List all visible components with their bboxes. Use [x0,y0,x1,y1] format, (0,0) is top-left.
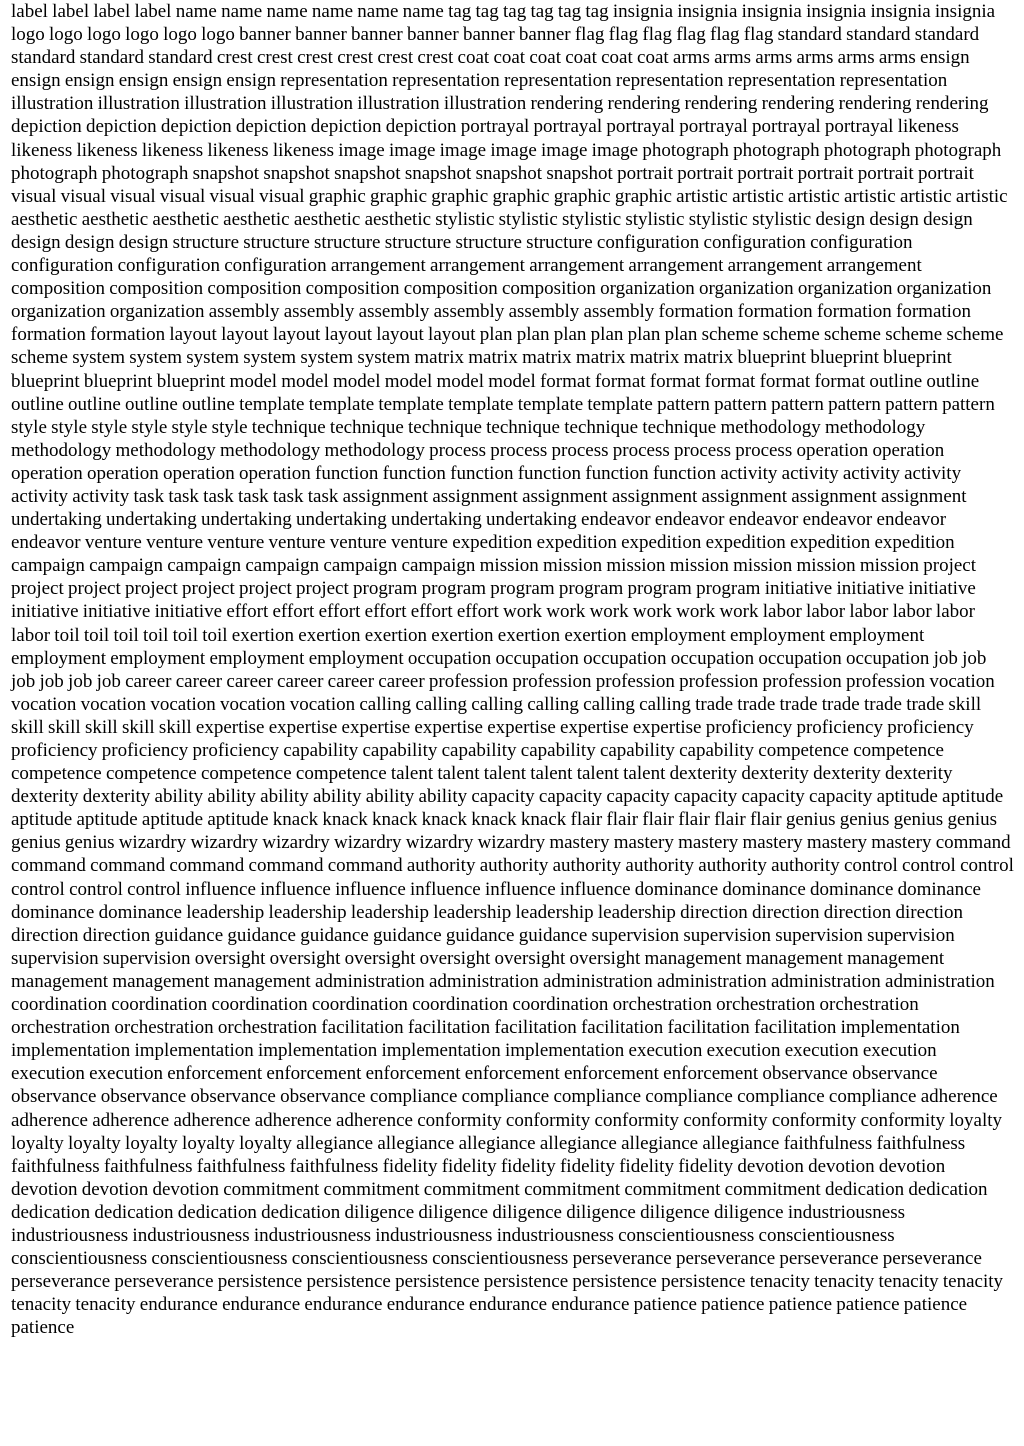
body-text-paragraph: label label label label name name name name name name tag tag tag tag tag tag insignia insignia insignia insignia insignia insignia logo logo logo logo logo logo banner banner banner banner banner banner flag flag flag flag flag flag standard standard standard standard standard standard crest crest crest crest crest crest coat coat coat coat coat coat arms arms arms arms arms arms ensign ensign ensign ensign ensign ensign representation representation representation representation representation representation illustration illustration illustration illustration illustration illustration rendering rendering rendering rendering rendering rendering depiction depiction depiction depiction depiction depiction portrayal portrayal portrayal portrayal portrayal portrayal likeness likeness likeness likeness likeness likeness image image image image image image photograph photograph photograph photograph photograph photograph snapshot snapshot snapshot snapshot snapshot snapshot portrait portrait portrait portrait portrait portrait visual visual visual visual visual visual graphic graphic graphic graphic graphic graphic artistic artistic artistic artistic artistic artistic aesthetic aesthetic aesthetic aesthetic aesthetic aesthetic stylistic stylistic stylistic stylistic stylistic stylistic design design design design design design structure structure structure structure structure structure configuration configuration configuration configuration configuration configuration arrangement arrangement arrangement arrangement arrangement arrangement composition composition composition composition composition composition organization organization organization organization organization organization assembly assembly assembly assembly assembly assembly formation formation formation formation formation formation layout layout layout layout layout layout plan plan plan plan plan plan scheme scheme scheme scheme scheme scheme system system system system system system matrix matrix matrix matrix matrix matrix blueprint blueprint blueprint blueprint blueprint blueprint model model model model model model format format format format format format outline outline outline outline outline outline template template template template template template pattern pattern pattern pattern pattern pattern style style style style style style technique technique technique technique technique technique methodology methodology methodology methodology methodology methodology process process process process process process operation operation operation operation operation operation function function function function function function activity activity activity activity activity activity task task task task task task assignment assignment assignment assignment assignment assignment assignment undertaking undertaking undertaking undertaking undertaking undertaking endeavor endeavor endeavor endeavor endeavor endeavor venture venture venture venture venture venture expedition expedition expedition expedition expedition expedition campaign campaign campaign campaign campaign campaign mission mission mission mission mission mission mission project project project project project project project program program program program program program initiative initiative initiative initiative initiative initiative effort effort effort effort effort effort work work work work work work labor labor labor labor labor labor toil toil toil toil toil toil exertion exertion exertion exertion exertion exertion employment employment employment employment employment employment employment occupation occupation occupation occupation occupation occupation job job job job job job career career career career career career profession profession profession profession profession profession vocation vocation vocation vocation vocation vocation calling calling calling calling calling calling trade trade trade trade trade trade skill skill skill skill skill skill expertise expertise expertise expertise expertise expertise expertise proficiency proficiency proficiency proficiency proficiency proficiency capability capability capability capability capability capability competence competence competence competence competence competence talent talent talent talent talent talent dexterity dexterity dexterity dexterity dexterity dexterity ability ability ability ability ability ability capacity capacity capacity capacity capacity capacity aptitude aptitude aptitude aptitude aptitude aptitude knack knack knack knack knack knack flair flair flair flair flair flair genius genius genius genius genius genius wizardry wizardry wizardry wizardry wizardry wizardry mastery mastery mastery mastery mastery mastery command command command command command command authority authority authority authority authority authority control control control control control control influence influence influence influence influence influence dominance dominance dominance dominance dominance dominance leadership leadership leadership leadership leadership leadership direction direction direction direction direction direction guidance guidance guidance guidance guidance guidance supervision supervision supervision supervision supervision supervision oversight oversight oversight oversight oversight oversight management management management management management management administration administration administration administration administration administration coordination coordination coordination coordination coordination coordination orchestration orchestration orchestration orchestration orchestration orchestration facilitation facilitation facilitation facilitation facilitation facilitation implementation implementation implementation implementation implementation implementation execution execution execution execution execution execution enforcement enforcement enforcement enforcement enforcement enforcement observance observance observance observance observance observance compliance compliance compliance compliance compliance compliance adherence adherence adherence adherence adherence adherence conformity conformity conformity conformity conformity conformity loyalty loyalty loyalty loyalty loyalty loyalty allegiance allegiance allegiance allegiance allegiance allegiance faithfulness faithfulness faithfulness faithfulness faithfulness faithfulness fidelity fidelity fidelity fidelity fidelity fidelity devotion devotion devotion devotion devotion devotion commitment commitment commitment commitment commitment commitment dedication dedication dedication dedication dedication dedication diligence diligence diligence diligence diligence diligence industriousness industriousness industriousness industriousness industriousness industriousness conscientiousness conscientiousness conscientiousness conscientiousness conscientiousness conscientiousness perseverance perseverance perseverance perseverance perseverance perseverance persistence persistence persistence persistence persistence persistence tenacity tenacity tenacity tenacity tenacity tenacity endurance endurance endurance endurance endurance endurance patience patience patience patience patience patience [11,1,1014,1339]
